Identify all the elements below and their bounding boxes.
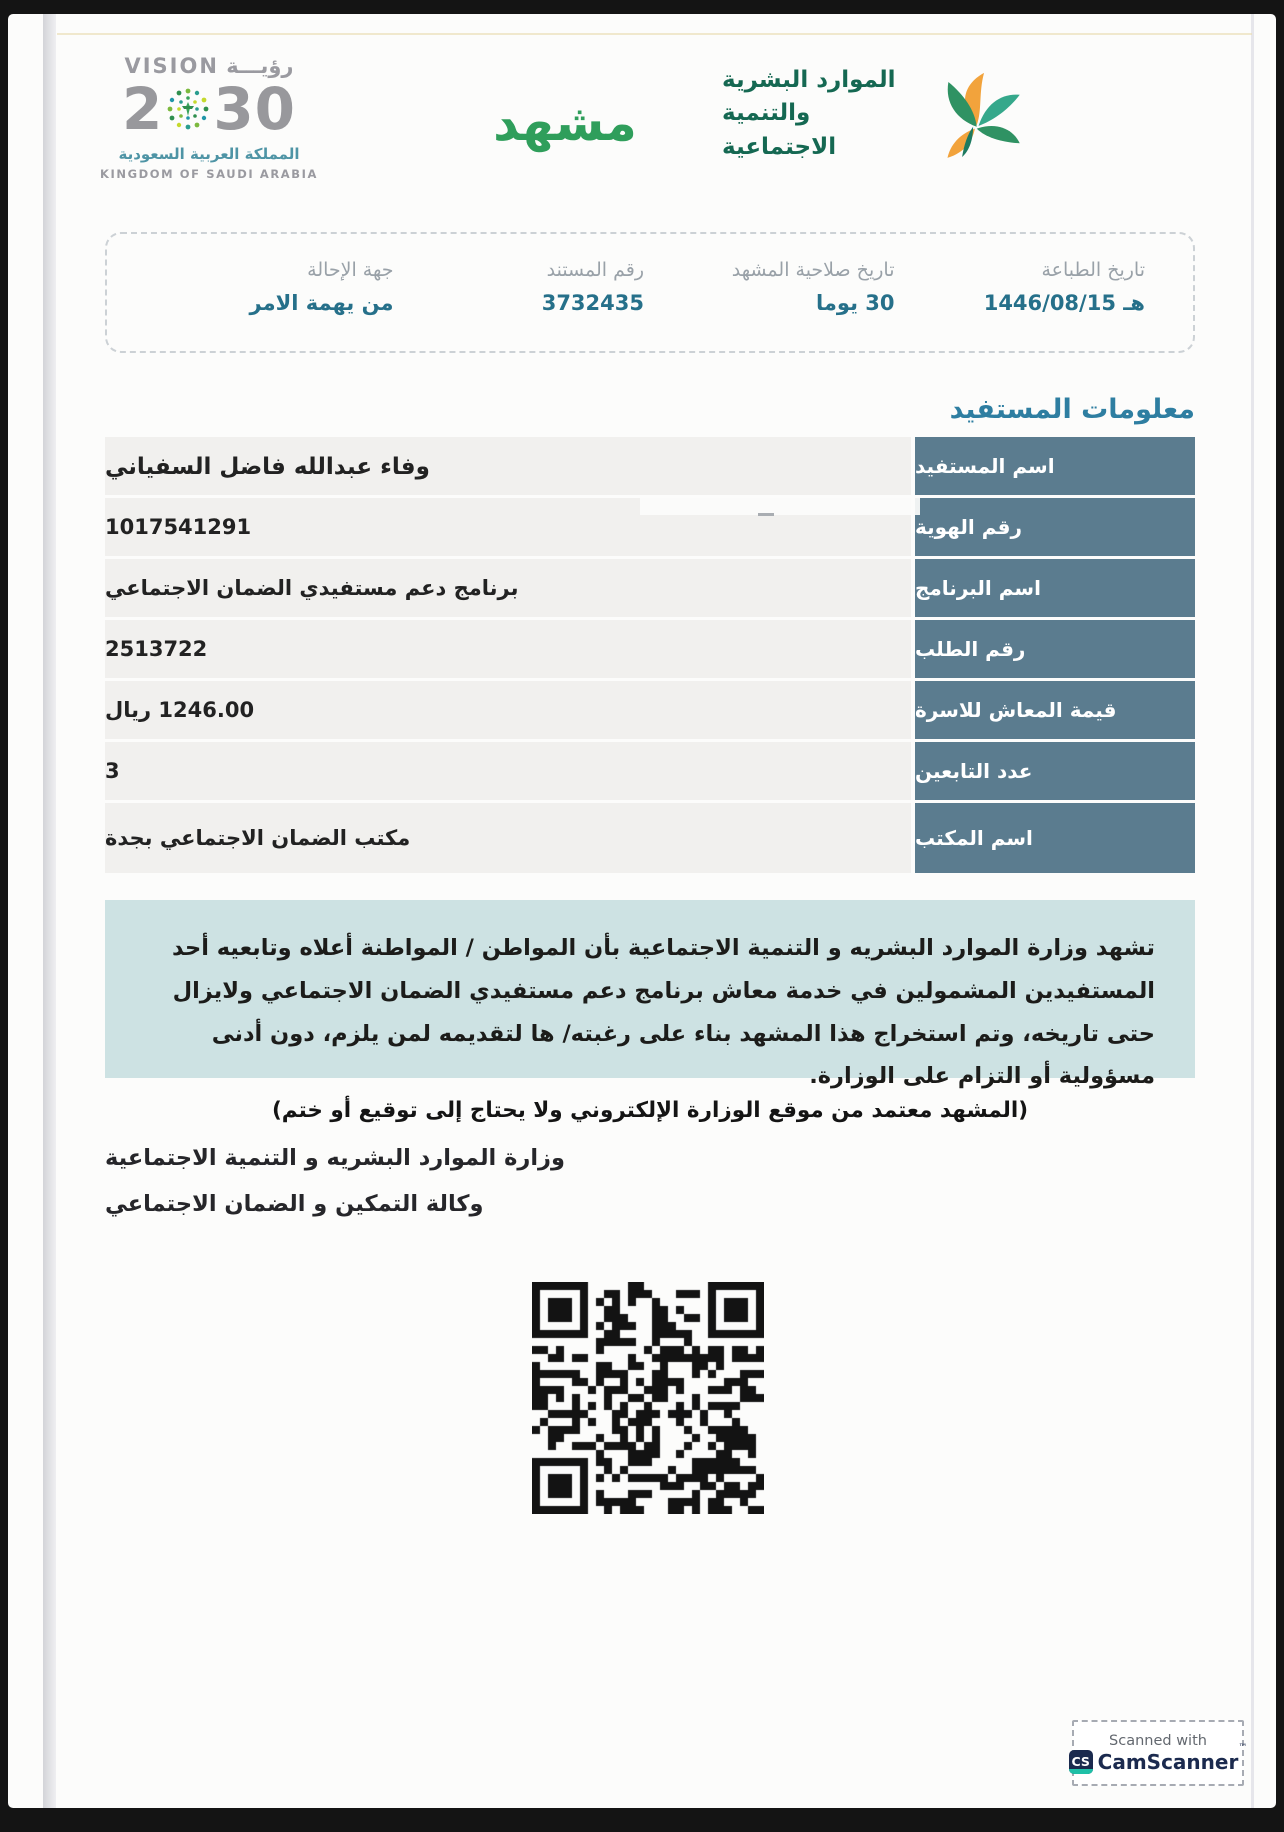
vision-year-left: 2	[121, 75, 164, 143]
table-row-program-name	[105, 559, 1195, 617]
program-name-value: برنامج دعم مستفيدي الضمان الاجتماعي	[105, 559, 911, 617]
pension-amount-label: قيمة المعاش للاسرة	[915, 681, 1195, 739]
dependents-count-value: 3	[105, 742, 911, 800]
pension-amount-value: 1246.00 ريال	[105, 681, 911, 739]
national-id-value: 1017541291	[105, 498, 911, 556]
vision-year-right: 30	[213, 75, 297, 143]
scan-whiteout-artifact	[640, 497, 920, 515]
ministry-wordmark-line1: الموارد البشرية	[722, 67, 896, 93]
validity-value: 30 يوما	[816, 291, 895, 315]
program-name-label: اسم البرنامج	[915, 559, 1195, 617]
camscanner-badge	[1071, 1720, 1248, 1786]
footer-ministry-line: وزارة الموارد البشريه و التنمية الاجتماعية	[105, 1145, 565, 1171]
vision-country-arabic: المملكة العربية السعودية	[118, 145, 300, 163]
beneficiary-name-value: وفاء عبدالله فاضل السفياني	[105, 437, 911, 495]
no-signature-note: (المشهد معتمد من موقع الوزارة الإلكتروني ولا يحتاج إلى توقيع أو ختم)	[271, 1098, 1029, 1123]
certificate-statement-box	[105, 900, 1195, 1090]
certificate-statement-text: تشهد وزارة الموارد البشريه و التنمية الاجتماعية بأن المواطن / المواطنة أعلاه وتابعيه أحد المستفيدين المشمولين في خدمة معاش برنامج دعم مستفيدي الضمان الاجتماعي ولايزال حتى تاريخه، وتم استخراج هذا المشهد بناء على رغبته/ ها لتقديمه لمن يلزم، دون أدنى مسؤولية أو التزام على الوزارة.	[172, 935, 1155, 1090]
vision-2030-emblem-icon	[164, 85, 212, 133]
office-name-value: مكتب الضمان الاجتماعي بجدة	[105, 803, 911, 873]
meta-col-document-number	[400, 259, 651, 351]
validity-label: تاريخ صلاحية المشهد	[731, 259, 895, 281]
table-row-request-number	[105, 620, 1195, 678]
referral-label: جهة الإحالة	[307, 259, 394, 281]
scan-edge-top	[57, 33, 1252, 35]
referral-value: من يهمة الامر	[249, 291, 394, 315]
beneficiary-section-title: معلومات المستفيد	[949, 394, 1195, 425]
request-number-label: رقم الطلب	[915, 620, 1195, 678]
table-row-office-name	[105, 803, 1195, 873]
request-number-value: 2513722	[105, 620, 911, 678]
meta-info-box	[105, 232, 1195, 353]
vision-2030-wordmark: رؤيـــة VISION	[124, 54, 294, 78]
camscanner-cs-icon: CS	[1069, 1750, 1093, 1774]
table-row-beneficiary-name	[105, 437, 1195, 495]
scan-edge-right	[1251, 14, 1254, 1808]
dependents-count-label: عدد التابعين	[915, 742, 1195, 800]
ministry-palm-icon	[931, 66, 1022, 162]
camscanner-row	[1069, 1742, 1248, 1774]
print-date-label: تاريخ الطباعة	[1041, 259, 1145, 281]
ministry-wordmark	[722, 64, 923, 164]
meta-col-validity	[650, 259, 901, 351]
scan-shadow-left	[43, 14, 56, 1808]
camscanner-tm: ™	[1238, 1742, 1248, 1753]
footer-agency-line: وكالة التمكين و الضمان الاجتماعي	[105, 1191, 484, 1217]
meta-col-referral	[149, 259, 400, 351]
table-row-pension-amount	[105, 681, 1195, 739]
vision-country-english: KINGDOM OF SAUDI ARABIA	[99, 167, 319, 181]
qr-code	[532, 1282, 764, 1514]
table-row-dependents-count	[105, 742, 1195, 800]
scan-dash-artifact	[758, 513, 774, 516]
national-id-label: رقم الهوية	[915, 498, 1195, 556]
office-name-label: اسم المكتب	[915, 803, 1195, 873]
document-title: مشهد	[493, 94, 637, 152]
camscanner-wordmark: CamScanner	[1097, 1749, 1239, 1774]
vision-2030-year	[121, 75, 297, 143]
document-number-value: 3732435	[541, 291, 644, 315]
scanned-with-text: Scanned with	[1109, 1732, 1207, 1749]
beneficiary-name-label: اسم المستفيد	[915, 437, 1195, 495]
ministry-wordmark-line2: والتنمية الاجتماعية	[722, 100, 837, 160]
meta-col-print-date	[901, 259, 1152, 351]
document-number-label: رقم المستند	[546, 259, 644, 281]
print-date-value: 1446/08/15 هـ	[983, 291, 1145, 315]
ministry-logo	[722, 64, 1022, 164]
vision-2030-logo	[95, 54, 323, 181]
